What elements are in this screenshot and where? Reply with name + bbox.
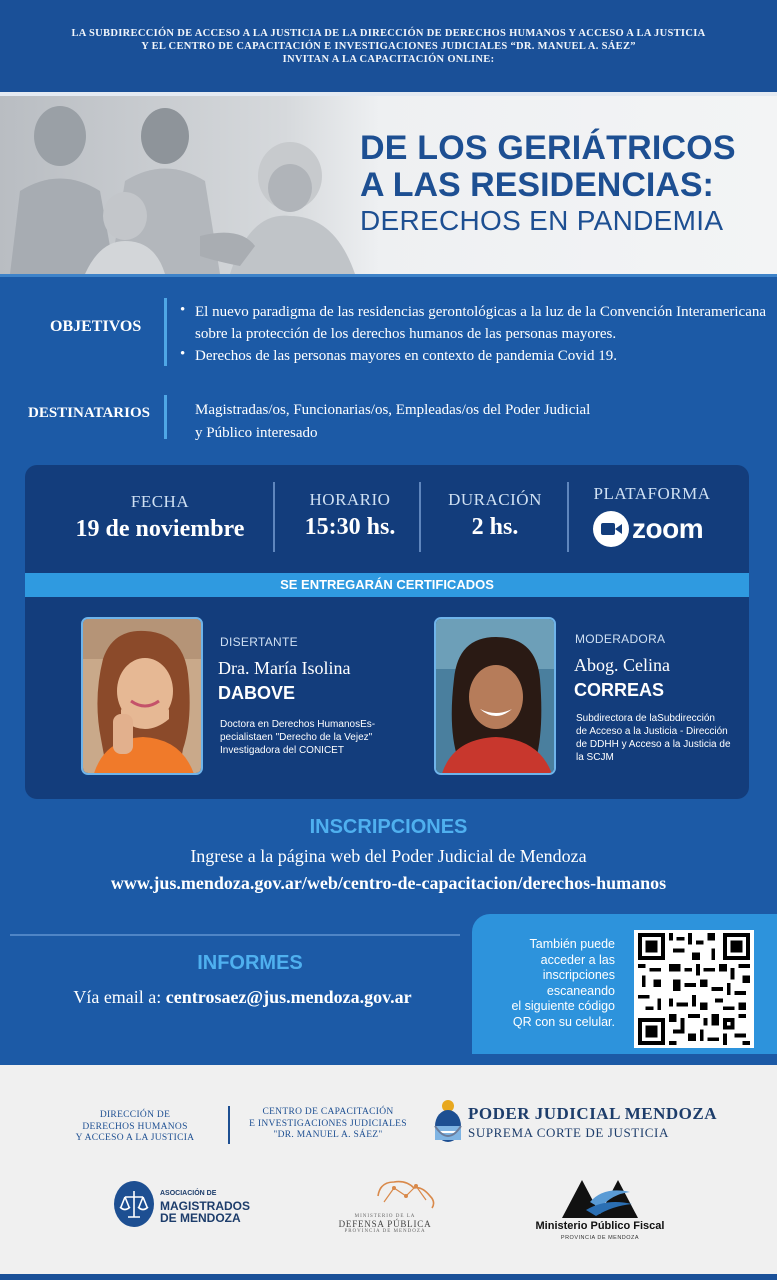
moderadora-desc-line: de DDHH y Acceso a la Justicia de xyxy=(576,739,731,750)
disertante-role: DISERTANTE xyxy=(220,635,298,649)
horario-label: HORARIO xyxy=(309,490,391,509)
header-line-1: LA SUBDIRECCIÓN DE ACCESO A LA JUSTICIA DE LA DIRECCIÓN DE DERECHOS HUMANOS Y ACCESO A LA JUSTICIA xyxy=(71,28,706,39)
informes-divider xyxy=(10,934,460,936)
disertante-name xyxy=(218,656,350,706)
am-big-line: DE MENDOZA xyxy=(160,1211,241,1225)
schedule-separator xyxy=(567,482,569,552)
mendoza-coat-of-arms-icon xyxy=(432,1098,464,1146)
disertante-first-name: Dra. María Isolina xyxy=(218,658,351,678)
defensa-publica-text xyxy=(320,1214,450,1234)
moderadora-photo xyxy=(434,617,556,775)
dp-small-line: MINISTERIO DE LA xyxy=(354,1214,416,1219)
fecha-label: FECHA xyxy=(130,492,190,511)
disertante-desc-line: Investigadora del CONICET xyxy=(220,745,344,756)
ddhh-line: DIRECCIÓN DE xyxy=(99,1110,171,1120)
schedule-separator xyxy=(273,482,275,552)
moderadora-desc-line: Subdirectora de laSubdirección xyxy=(576,713,715,724)
horario-block xyxy=(285,490,415,541)
disertante-desc-line: Doctora en Derechos HumanosEs- xyxy=(220,719,376,730)
moderadora-desc-line: de Acceso a la Justicia - Dirección xyxy=(576,726,728,737)
qr-text-line: También puede xyxy=(529,937,615,951)
ministerio-publico-fiscal-logo-icon xyxy=(560,1176,640,1220)
am-big-line: MAGISTRADOS xyxy=(160,1199,250,1213)
moderadora-first-name: Abog. Celina xyxy=(574,655,670,675)
title-line-3: DERECHOS EN PANDEMIA xyxy=(360,205,724,236)
mpf-subtitle: PROVINCIA DE MENDOZA xyxy=(560,1235,640,1241)
duracion-value: 2 hs. xyxy=(471,514,519,540)
cc-line: CENTRO DE CAPACITACIÓN xyxy=(262,1107,394,1117)
horario-value: 15:30 hs. xyxy=(304,514,396,540)
qr-text-line: inscripciones xyxy=(542,968,615,982)
destinatarios-text xyxy=(195,399,755,445)
dp-title: DEFENSA PÚBLICA xyxy=(338,1219,432,1229)
hero-banner xyxy=(0,96,777,274)
centro-capacitacion-logo-text xyxy=(238,1107,418,1142)
disertante-photo xyxy=(81,617,203,775)
fecha-value: 19 de noviembre xyxy=(75,516,245,542)
inscripciones-url-link[interactable]: www.jus.mendoza.gov.ar/web/centro-de-capacitacion/derechos-humanos xyxy=(110,873,667,893)
destinatarios-line-1: Magistradas/os, Funcionarias/os, Empleadas/os del Poder Judicial xyxy=(195,402,591,418)
plataforma-label: PLATAFORMA xyxy=(593,484,711,503)
destinatarios-divider xyxy=(164,395,167,439)
destinatarios-label: DESTINATARIOS xyxy=(28,405,150,421)
certificados-banner: SE ENTREGARÁN CERTIFICADOS xyxy=(25,573,749,597)
scales-of-justice-icon xyxy=(114,1181,154,1227)
destinatarios-line-2: y Público interesado xyxy=(195,425,318,441)
ddhh-line: Y ACCESO A LA JUSTICIA xyxy=(75,1133,195,1143)
header-line-3: INVITAN A LA CAPACITACIÓN ONLINE: xyxy=(282,54,495,65)
qr-code-image xyxy=(637,933,751,1045)
inscripciones-title: INSCRIPCIONES xyxy=(309,816,468,838)
cc-line: E INVESTIGACIONES JUDICIALES xyxy=(249,1118,407,1129)
informes-prefix: Vía email a: xyxy=(73,987,166,1007)
header-line-2: Y EL CENTRO DE CAPACITACIÓN E INVESTIGACIONES JUDICIALES “DR. MANUEL A. SÁEZ” xyxy=(141,41,636,52)
poder-judicial-subtitle: SUPREMA CORTE DE JUSTICIA xyxy=(468,1125,669,1140)
fecha-block xyxy=(35,492,285,543)
disertante-surname: DABOVE xyxy=(218,683,296,703)
qr-text-line: escaneando xyxy=(546,983,615,998)
moderadora-name xyxy=(574,653,670,703)
title-line-2: A LAS RESIDENCIAS: xyxy=(360,166,714,204)
zoom-logo xyxy=(593,511,703,547)
qr-code[interactable] xyxy=(634,930,754,1048)
title-line-1: DE LOS GERIÁTRICOS xyxy=(360,129,736,167)
zoom-camera-icon xyxy=(593,511,629,547)
event-schedule-row xyxy=(25,465,749,573)
moderadora-surname: CORREAS xyxy=(574,680,665,700)
ddhh-line: DERECHOS HUMANOS xyxy=(82,1121,188,1132)
elderly-people-photo xyxy=(0,96,380,274)
qr-instructions xyxy=(490,937,615,1030)
informes-email-link[interactable]: centrosaez@jus.mendoza.gov.ar xyxy=(165,987,412,1007)
footer-separator xyxy=(228,1106,230,1144)
duracion-block xyxy=(425,490,565,541)
sponsors-footer xyxy=(0,1065,777,1274)
event-title xyxy=(360,130,760,238)
objetivos-list xyxy=(180,301,775,367)
qr-text-line: QR con su celular. xyxy=(512,1014,615,1029)
informes-title: INFORMES xyxy=(197,952,303,974)
mpf-title: Ministerio Público Fiscal xyxy=(535,1220,665,1232)
duracion-label: DURACIÓN xyxy=(448,490,542,509)
moderadora-description xyxy=(576,712,731,764)
am-small-line: ASOCIACIÓN DE xyxy=(160,1190,217,1197)
objetivos-label: OBJETIVOS xyxy=(50,318,142,335)
plataforma-block xyxy=(577,484,727,504)
footer-bottom-bar xyxy=(0,1274,777,1280)
objetivos-divider xyxy=(164,298,167,366)
moderadora-desc-line: la SCJM xyxy=(576,752,614,763)
disertante-description xyxy=(220,718,375,757)
ddhh-logo-text xyxy=(60,1110,210,1145)
disertante-portrait-image xyxy=(83,619,203,775)
disertante-desc-line: pecialistaen "Derecho de la Vejez" xyxy=(220,732,373,743)
defensa-publica-logo-icon xyxy=(370,1176,440,1212)
inscripciones-text: Ingrese a la página web del Poder Judicial de Mendoza xyxy=(190,846,587,866)
informes-text xyxy=(0,987,485,1008)
asociacion-magistrados-text xyxy=(160,1188,250,1224)
invitation-header xyxy=(0,0,777,92)
event-details-card xyxy=(25,465,749,799)
hero-bottom-stripe xyxy=(0,274,777,277)
cc-line: "DR. MANUEL A. SÁEZ" xyxy=(273,1130,383,1140)
objetivo-item: • El nuevo paradigma de las residencias gerontológicas a la luz de la Convención Interamericana sobre la protección de los derechos humanos de las personas mayores. xyxy=(180,301,775,345)
objetivo-item: • Derechos de las personas mayores en contexto de pandemia Covid 19. xyxy=(180,345,775,367)
dp-sub-line: PROVINCIA DE MENDOZA xyxy=(344,1229,426,1234)
qr-text-line: el siguiente código xyxy=(511,999,615,1013)
moderadora-role: MODERADORA xyxy=(575,632,666,646)
poder-judicial-title: PODER JUDICIAL MENDOZA xyxy=(468,1104,718,1123)
schedule-separator xyxy=(419,482,421,552)
moderadora-portrait-image xyxy=(436,619,556,775)
zoom-wordmark: zoom xyxy=(632,513,704,544)
qr-text-line: acceder a las xyxy=(540,952,615,967)
